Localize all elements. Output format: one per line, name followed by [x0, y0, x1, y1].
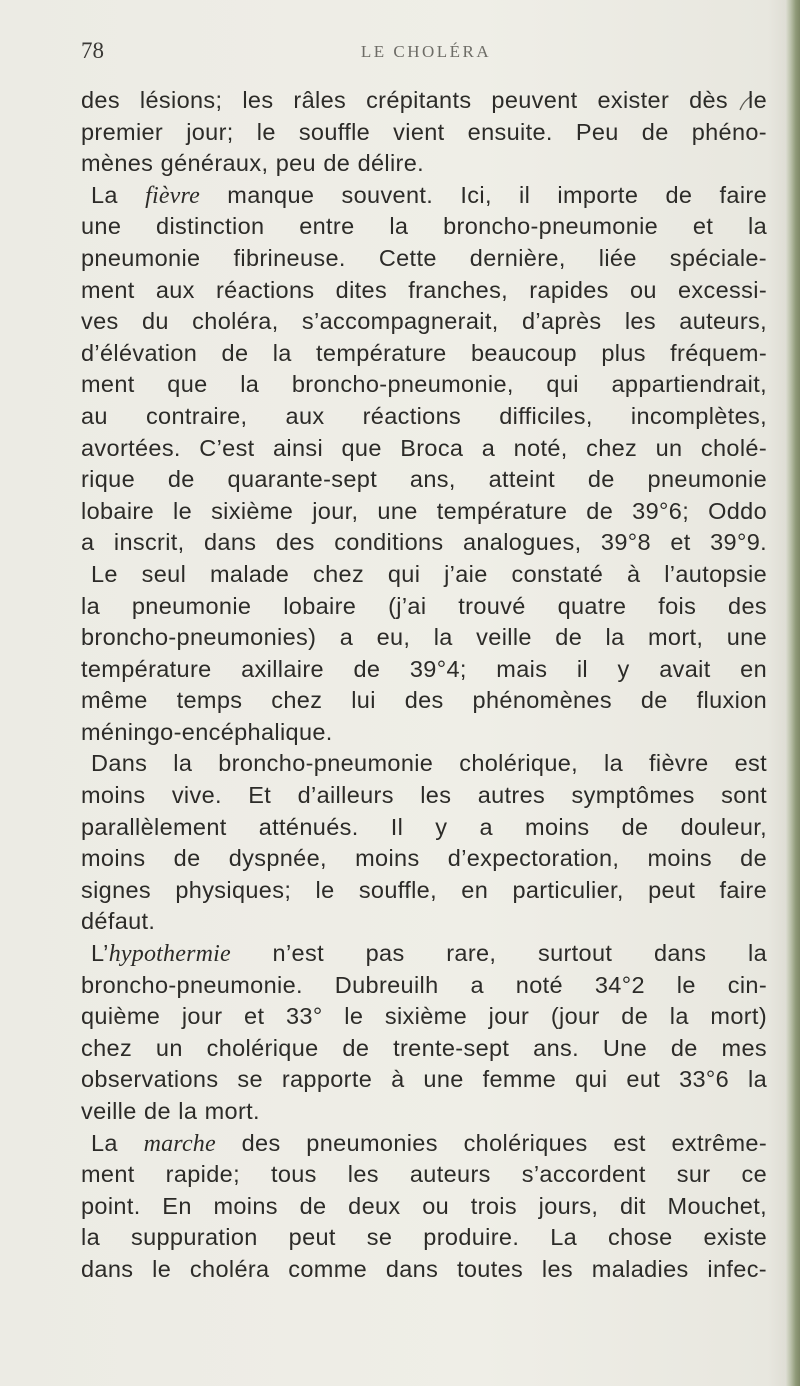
text-line-8: ves du choléra, s’accompagnerait, d’après les auteurs, — [81, 308, 767, 335]
text-run: n’est pas rare, surtout dans la — [230, 940, 767, 967]
text-run: La — [91, 181, 146, 208]
running-title: LE CHOLÉRA — [360, 42, 492, 61]
page-header — [81, 38, 771, 70]
text-line-15: a inscrit, dans des conditions analogues, 39°8 et 39°9. — [81, 529, 767, 556]
text-line-9: d’élévation de la température beaucoup plus fréquem- — [81, 339, 767, 366]
text-line-33: veille de la mort. — [81, 1098, 260, 1124]
text-line-12: avortées. C’est ainsi que Broca a noté, chez un cholé- — [81, 434, 767, 461]
text-line-23: moins vive. Et d’ailleurs les autres symptômes sont — [81, 782, 767, 809]
text-line-1: des lésions; les râles crépitants peuvent exister dès le — [81, 87, 767, 113]
text-line-36: point. En moins de deux ou trois jours, dit Mouchet, — [81, 1192, 767, 1219]
text-line-18: broncho-pneumonies) a eu, la veille de la mort, une — [81, 624, 767, 651]
text-line-19: température axillaire de 39°4; mais il y avait en — [81, 655, 767, 682]
text-run: La — [91, 1129, 144, 1156]
text-line-25: moins de dyspnée, moins d’expectoration, moins de — [81, 845, 767, 872]
text-line-3: mènes généraux, peu de délire. — [81, 150, 425, 177]
body-text — [81, 85, 767, 1286]
text-line-29: broncho-pneumonie. Dubreuilh a noté 34°2 le cin- — [81, 971, 767, 998]
text-run: des pneumonies cholériques est extrême- — [215, 1129, 767, 1156]
text-line-34 — [81, 1128, 767, 1160]
text-line-31: chez un cholérique de trente-sept ans. Une de mes — [81, 1034, 767, 1061]
text-line-32: observations se rapporte à une femme qui eut 33°6 la — [81, 1066, 767, 1093]
text-line-7: ment aux réactions dites franches, rapides ou excessi- — [81, 276, 767, 303]
text-line-22: Dans la broncho-pneumonie cholérique, la fièvre est — [91, 750, 767, 777]
italic-term-fievre: fièvre — [145, 182, 201, 209]
text-line-11: au contraire, aux réactions difficiles, incomplètes, — [81, 402, 767, 429]
italic-term-marche: marche — [143, 1130, 216, 1157]
text-line-10: ment que la broncho-pneumonie, qui appartiendrait, — [81, 371, 767, 398]
page-number: 78 — [81, 38, 104, 63]
text-line-38: dans le choléra comme dans toutes les maladies infec- — [81, 1255, 767, 1282]
text-line-4 — [81, 180, 767, 212]
italic-term-hypothermie: hypothermie — [108, 941, 231, 968]
text-line-37: la suppuration peut se produire. La chose existe — [81, 1224, 767, 1251]
page-edge-shadow — [786, 0, 800, 1386]
text-line-21: méningo-encéphalique. — [81, 718, 333, 745]
text-line-14: lobaire le sixième jour, une température de 39°6; Oddo — [81, 497, 767, 524]
text-run: manque souvent. Ici, il importe de faire — [200, 181, 768, 208]
text-line-26: signes physiques; le souffle, en particulier, peut faire — [81, 876, 767, 903]
text-line-16: Le seul malade chez qui j’aie constaté à l’autopsie — [91, 560, 767, 587]
text-line-13: rique de quarante-sept ans, atteint de pneumonie — [81, 466, 767, 493]
text-line-5: une distinction entre la broncho-pneumonie et la — [81, 213, 767, 240]
text-line-28 — [81, 938, 767, 970]
text-line-27: défaut. — [81, 908, 156, 935]
text-line-17: la pneumonie lobaire (j’ai trouvé quatre fois des — [81, 592, 767, 619]
text-line-30: quième jour et 33° le sixième jour (jour de la mort) — [81, 1003, 767, 1030]
text-run: L’ — [91, 940, 109, 967]
text-line-24: parallèlement atténués. Il y a moins de douleur, — [81, 813, 767, 840]
text-line-35: ment rapide; tous les auteurs s’accordent sur ce — [81, 1161, 767, 1188]
text-line-20: même temps chez lui des phénomènes de fluxion — [81, 687, 767, 714]
text-line-6: pneumonie fibrineuse. Cette dernière, liée spéciale- — [81, 244, 767, 271]
text-line-2: premier jour; le souffle vient ensuite. Peu de phéno- — [81, 118, 767, 145]
